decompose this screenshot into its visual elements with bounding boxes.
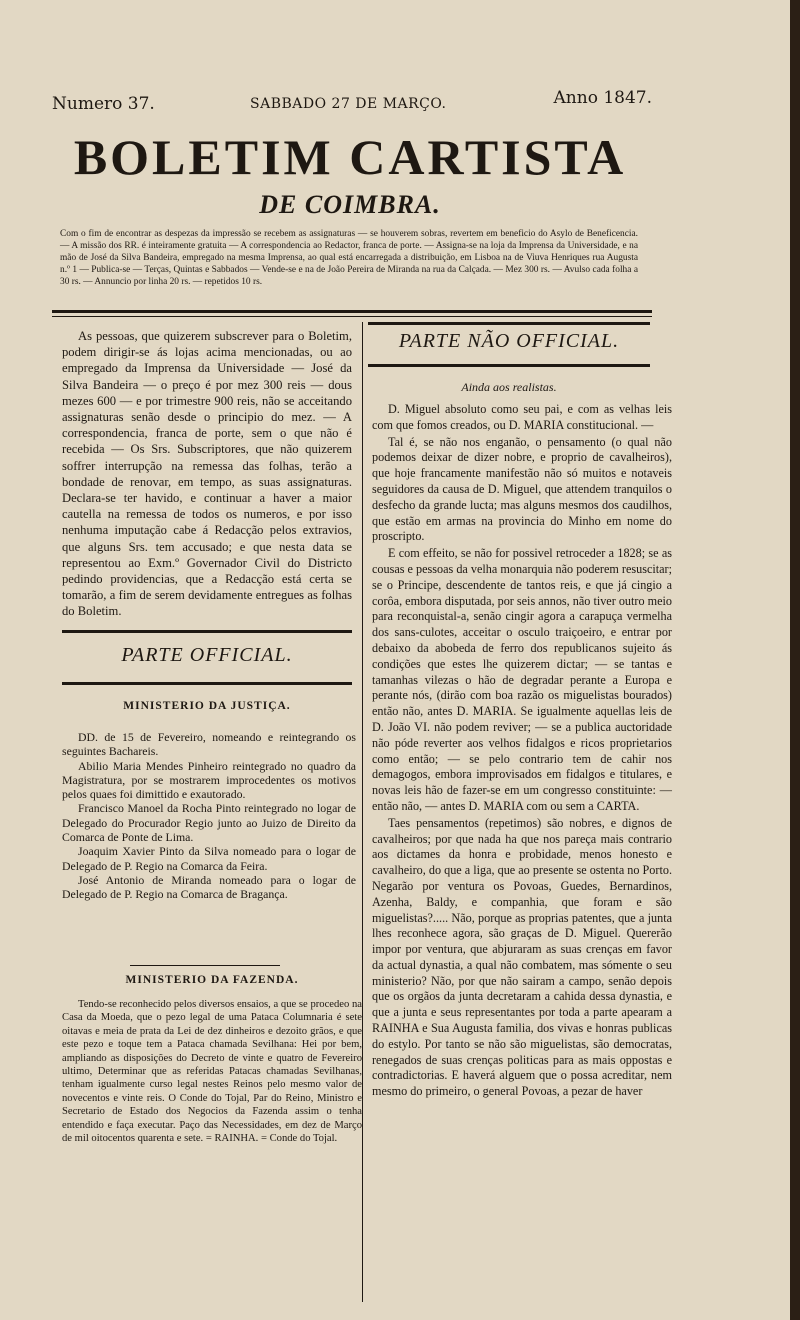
issue-year: Anno 1847. [553,88,652,108]
article-paragraph: D. Miguel absoluto como seu pai, e com as velhas leis com que fomos creados, ou D. MARIA constitucional. — [372,402,672,432]
nonofficial-rule-bottom [368,364,650,367]
article-paragraph: E com effeito, se não for possivel retroceder a 1828; se as cousas e pessoas da velha monarquia não poderem resuscitar; se o Principe, descendente de tantos reis, e que já cingio a corôa, embora disputada, por seis annos, não tiver outro meio para reconquistal-a, senão cingir agora a carapuça vermelha dos sans-culotes, acceitar o osculo traiçoeiro, e entrar por debaixo da abobeda de ferro dos republicanos sujeito ás condições que estes lhe quizerem dictar; — se tantas e tamanhas vilezas o hão de degradar perante a Europa e perante nós, (dirão com boa razão os miguelistas bourados) então não, antes D. MARIA. Se igualmente aquellas leis de D. João VI. não podem reviver; — se a publica auctoridade não póde reverter aos velhos fidalgos e ricos proprietarios como então; — se pelo contrario tem de cahir nos demagogos, embora improvisados em fidalgos e titulares, e novas leis hão de fazer-se em um congresso constituinte: — então não, — antes D. MARIA com ou sem a CARTA. [372,546,672,813]
article-paragraph: Taes pensamentos (repetimos) são nobres, e dignos de cavalheiros; por que nada ha que nos pareça mais contrario aos dictames da honra e probidade, menos honesto e cavalheiro, do que a liga, que ao presente se ostenta no Porto. Negarão por ventura os Povoas, Guedes, Bernardinos, Azenha, Baldy, e companhia, que foram e são miguelistas?..... Não, porque as proprias patentes, que a junta lhes reconhece agora, são graças de D. Miguel. Quererão impor por ventura, que abjuraram as suas crenças em favor da actual dynastia, a qual não combatem, mas sómente o seu ministerio? Não, por que não sairam a campo, senão depois que os orgãos da junta decretaram a cahida dessa dynastia, e que a junta e seus representantes por toda a parte apearam a RAINHA e Sua Augusta familia, dos vivas e honras publicas do estylo. Por tanto se não são miguelistas, são democratas, renegados de suas crenças politicas para as mais oppostas e contradictorias. E haverá alguem que o possa acreditar, nem mesmo do primeiro, o general Povoas, a pezar de haver [372,815,672,1099]
justica-paragraph: Joaquim Xavier Pinto da Silva nomeado para o logar de Delegado de P. Regio na Comarca da Feira. [62,844,356,873]
subscription-notice: Com o fim de encontrar as despezas da impressão se recebem as assignaturas — se houverem sobras, revertem em beneficio do Asylo de Beneficencia. — A missão dos RR. é inteiramente gratuita — A correspondencia ao Redactor, franca de porte. — Assigna-se na loja da Imprensa da Universidade, e na mão de José da Silva Bandeira, empregado na mesma Imprensa, ao qual está encarregada a distribuição, em Lisboa na de Viuva Henriques rua Augusta n.º 1 — Publica-se — Terças, Quintas e Sabbados — Vende-se e na de João Pereira de Miranda na rua da Calçada. — Mez 300 rs. — Avulso cada folha a 30 rs. — Annuncio por linha 20 rs. — repetidos 10 rs. [60,229,638,287]
nonofficial-article [372,402,672,1101]
fazenda-heading: MINISTERIO DA FAZENDA. [125,974,299,986]
justica-heading: MINISTERIO DA JUSTIÇA. [123,700,291,712]
masthead-subtitle: DE COIMBRA. [259,190,441,219]
column-divider [362,322,363,1302]
justica-article [62,730,356,902]
page-edge [790,0,800,1320]
official-heading: PARTE OFFICIAL. [121,644,293,666]
article-subheading: Ainda aos realistas. [461,380,557,394]
issue-number: Numero 37. [52,94,155,114]
dateline [52,88,652,118]
nonofficial-rule-top [368,322,650,325]
official-rule-top [62,630,352,633]
fazenda-decree: Tendo-se reconhecido pelos diversos ensaios, a que se procedeo na Casa da Moeda, que o pezo legal de uma Pataca Columnaria é sete oitavas e meia de prata da Lei de dez dinheiros e dezoito grãos, e que este pezo e toque tem a Pataca chamada Sevilhana: Hei por bem, ampliando as disposições do Decreto de vinte e quatro de Fevereiro ultimo, Determinar que as referidas Patacas chamadas Sevilhanas, tenham igualmente curso legal nestes Reinos pelo mesmo valor de novecentos e vinte reis. O Conde do Tojal, Par do Reino, Ministro e Secretario de Estado dos Negocios da Fazenda assim o tenha entendido e faça executar. Paço das Necessidades, em dez de Março de mil oitocentos quarenta e sete. = RAINHA. = Conde do Tojal. [62,999,362,1145]
nonofficial-heading: PARTE NÃO OFFICIAL. [398,330,620,352]
fazenda-rule [130,965,280,966]
subscription-intro: As pessoas, que quizerem subscrever para o Boletim, podem dirigir-se ás lojas acima mencionadas, ou ao empregado da Imprensa da Universidade — José da Silva Bandeira — o preço é por mez 300 reis — dous mezes 600 — e por trimestre 900 reis, não se acceitando assignaturas senão desde o principio do mez. — A correspondencia, franca de porte, sem o que não é recebida — Os Srs. Subscriptores, que não quizerem soffrer interrupção na remessa das folhas, terão a bondade de renovar, em tempo, as suas assignaturas. Declara-se ter havido, e continuar a haver a maior cautella na remessa de todos os numeros, e por isso nenhuma imputação cabe á Redacção pelos extravios, que alguns Srs. tem accusado; e que nesta data se representou ao Exm.º Governador Civil do Districto pedindo providencias, que a Redacção está certa se tomarão, a fim de serem devidamente entregues as folhas do Boletim. [62,329,352,619]
official-rule-bottom [62,682,352,685]
issue-date: SABBADO 27 DE MARÇO. [250,96,447,112]
header-divider [52,310,652,313]
justica-paragraph: DD. de 15 de Fevereiro, nomeando e reintegrando os seguintes Bachareis. [62,730,356,759]
header-divider-thin [52,316,652,317]
justica-paragraph: Francisco Manoel da Rocha Pinto reintegrado no logar de Delegado do Procurador Regio junto ao Juizo de Direito da Comarca de Ponte de Lima. [62,801,356,845]
justica-paragraph: Abilio Maria Mendes Pinheiro reintegrado no quadro da Magistratura, por se mostrarem improcedentes os motivos pelos quaes foi dimittido e exautorado. [62,758,356,802]
article-paragraph: Tal é, se não nos enganão, o pensamento (o qual não podemos deixar de dizer nobre, e proprio de cavalheiros), que hoje francamente manifestão não só muitos e notaveis seguidores da causa de D. Miguel, que attendem tranquilos o desfecho da grande lucta; mas alguns mesmos dos caudilhos, que estão em armas na provincia do Minho em nome do proscripto. [372,434,672,544]
masthead-title: BOLETIM CARTISTA [73,129,627,185]
justica-paragraph: José Antonio de Miranda nomeado para o logar de Delegado de P. Regio na Comarca de Bragança. [62,872,356,902]
